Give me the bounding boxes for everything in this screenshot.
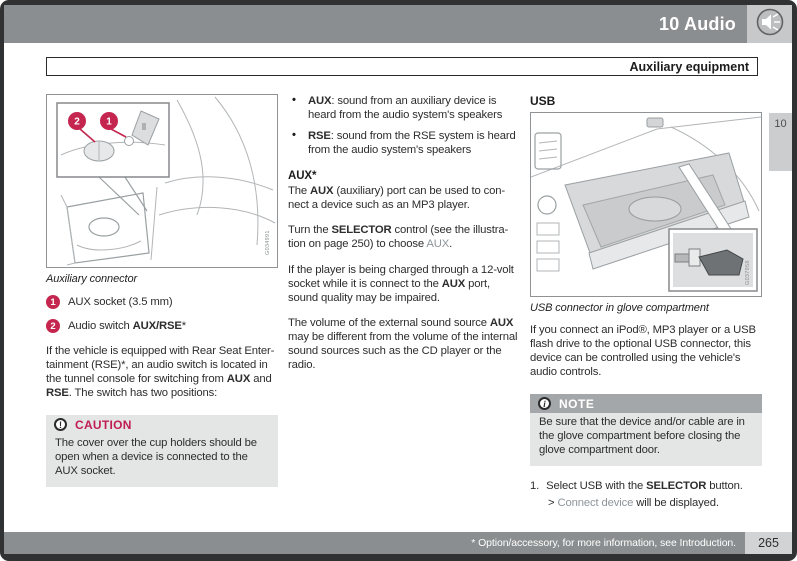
- column-middle: [288, 94, 518, 510]
- column-right: [530, 94, 762, 510]
- note-title: NOTE: [559, 396, 595, 411]
- callout-text: Audio switch AUX/RSE*: [68, 320, 187, 332]
- step-result: > Connect device will be displayed.: [548, 497, 719, 509]
- callout-number-badge: 1: [46, 295, 60, 309]
- bullet-item-rse: • RSE: sound from the RSE system is heard from the audio system's speakers: [288, 129, 518, 157]
- note-header: [530, 394, 762, 413]
- caution-title: CAUTION: [75, 417, 132, 432]
- content-columns: [4, 94, 792, 510]
- figure-code: G034991: [265, 230, 271, 255]
- aux-figure-caption: Auxiliary connector: [46, 273, 138, 285]
- chapter-side-tab: 10: [769, 113, 792, 171]
- aux-paragraph-1: The AUX (auxiliary) port can be used to con-nect a device such as an MP3 player.: [288, 185, 505, 211]
- rse-paragraph: If the vehicle is equipped with Rear Seat Enter-tainment (RSE)*, an audio switch is located in the tunnel console for switching from AUX and RSE. The switch has two positions:: [46, 345, 275, 399]
- info-circle-icon: [538, 397, 551, 410]
- chapter-header-bar: [4, 5, 792, 43]
- speaker-icon: [755, 7, 785, 42]
- aux-paragraph-4: The volume of the external sound source AUX may be different from the volume of the internal sound sources such as the CD player or the radio.: [288, 316, 518, 371]
- column-left: [46, 94, 278, 510]
- bullet-item-aux: • AUX: sound from an auxiliary device is heard from the audio system's speakers: [288, 94, 518, 122]
- aux-paragraph-3: If the player is being charged through a 12-volt socket while it is connect to the AUX port, sound quality may be impaired.: [288, 263, 514, 304]
- section-title: Auxiliary equipment: [629, 59, 749, 74]
- aux-connector-figure: [46, 94, 278, 268]
- chapter-icon-box: [747, 5, 792, 43]
- usb-figure-caption: USB connector in glove compartment: [530, 302, 709, 314]
- callout-item-1: [46, 295, 278, 309]
- figure-callout-2: 2: [74, 116, 80, 128]
- step-item-1: [530, 479, 762, 493]
- figure-callout-1: 1: [106, 116, 112, 128]
- aux-paragraph-2: Turn the SELECTOR control (see the illustra-tion on page 250) to choose AUX.: [288, 224, 509, 251]
- manual-page: [4, 5, 792, 554]
- caution-body: The cover over the cup holders should be open when a device is connected to the AUX socket.: [55, 437, 257, 477]
- usb-paragraph: If you connect an iPod®, MP3 player or a USB flash drive to the optional USB connector, this device can be controlled using the vehicle's audio controls.: [530, 324, 756, 378]
- page-number: 265: [745, 532, 792, 554]
- usb-heading: USB: [530, 94, 556, 108]
- usb-connector-figure: [530, 112, 762, 297]
- callout-item-2: [46, 319, 278, 333]
- footer-bar: [4, 532, 792, 554]
- section-title-box: [46, 57, 758, 76]
- step-text: Select USB with the SELECTOR button.: [546, 480, 743, 492]
- exclamation-circle-icon: [54, 418, 67, 431]
- callout-text: AUX socket (3.5 mm): [68, 296, 173, 308]
- note-box: [530, 394, 762, 466]
- note-body: Be sure that the device and/or cable are in the glove compartment before closing the glove compartment door.: [539, 416, 745, 456]
- chapter-title: 10 Audio: [659, 13, 736, 34]
- caution-header: [46, 415, 278, 434]
- footer-footnote: * Option/accessory, for more information, see Introduction.: [471, 537, 736, 549]
- figure-code: G037958: [745, 260, 751, 285]
- caution-box: [46, 415, 278, 487]
- aux-heading: AUX*: [288, 170, 317, 182]
- step-number: 1.: [530, 480, 540, 492]
- callout-number-badge: 2: [46, 319, 60, 333]
